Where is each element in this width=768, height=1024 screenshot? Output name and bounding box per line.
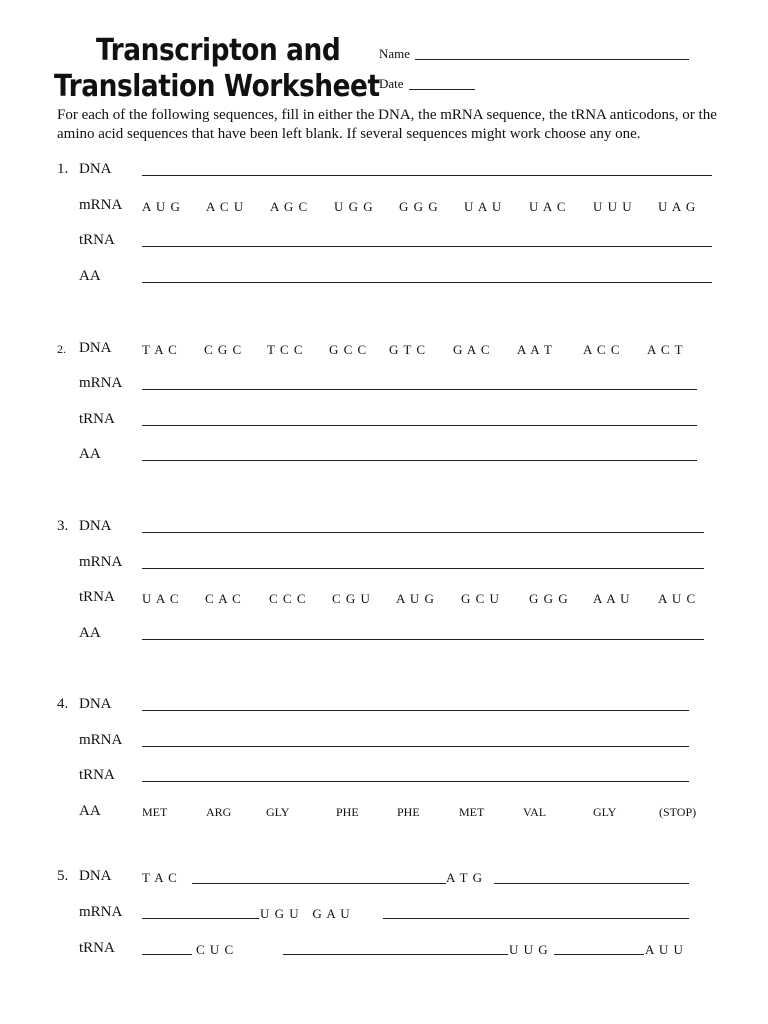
mrna-codon: G G G xyxy=(399,199,439,214)
trna-codon: A U C xyxy=(658,591,697,606)
aa-label: AA xyxy=(79,803,101,819)
dna-answer-line[interactable] xyxy=(142,175,712,176)
amino-acid: PHE xyxy=(397,805,420,819)
name-label: Name xyxy=(379,46,411,61)
instructions: For each of the following sequences, fill in either the DNA, the mRNA sequence, the tRNA anticodons, or the amino acid sequences that have been left blank. If several sequences might work choose any one. xyxy=(57,107,717,142)
problem-number: 2. xyxy=(57,342,66,356)
amino-acid: (STOP) xyxy=(659,805,697,819)
trna-codon: C A C xyxy=(205,591,242,606)
dna-codon: T C C xyxy=(267,342,304,357)
trna-codon: U A C xyxy=(142,591,180,606)
trna-label: tRNA xyxy=(79,767,115,783)
trna-answer-line[interactable] xyxy=(142,246,712,247)
trna-codon: A A U xyxy=(593,591,631,606)
trna-codon: A U U xyxy=(645,942,684,957)
aa-label: AA xyxy=(79,625,101,641)
trna-label: tRNA xyxy=(79,232,115,248)
problem-number: 5. xyxy=(57,868,69,884)
mrna-codon: U U U xyxy=(593,199,633,214)
amino-acid: ARG xyxy=(206,805,232,819)
aa-answer-line[interactable] xyxy=(142,639,704,640)
mrna-label: mRNA xyxy=(79,375,123,391)
trna-codon: C U C xyxy=(196,942,235,957)
amino-acid: GLY xyxy=(266,805,290,819)
mrna-codons: U G U G A U xyxy=(260,906,351,921)
trna-codon: G C U xyxy=(461,591,500,606)
aa-answer-line[interactable] xyxy=(142,460,697,461)
amino-acid: MET xyxy=(459,805,485,819)
mrna-answer-line[interactable] xyxy=(383,918,689,919)
aa-label: AA xyxy=(79,268,101,284)
aa-label: AA xyxy=(79,446,101,462)
dna-answer-line[interactable] xyxy=(494,883,689,884)
mrna-answer-line[interactable] xyxy=(142,918,259,919)
trna-answer-line[interactable] xyxy=(142,781,689,782)
dna-codon: A C C xyxy=(583,342,621,357)
dna-codon: A A T xyxy=(517,342,553,357)
mrna-label: mRNA xyxy=(79,197,123,213)
trna-answer-line[interactable] xyxy=(283,954,508,955)
amino-acid: GLY xyxy=(593,805,617,819)
dna-codon: G A C xyxy=(453,342,491,357)
trna-label: tRNA xyxy=(79,940,115,956)
trna-answer-line[interactable] xyxy=(142,954,192,955)
mrna-codon: U G G xyxy=(334,199,374,214)
mrna-codon: U A G xyxy=(658,199,697,214)
dna-codon: G C C xyxy=(329,342,368,357)
mrna-codon: U A C xyxy=(529,199,567,214)
dna-answer-line[interactable] xyxy=(192,883,446,884)
dna-codon: T A C xyxy=(142,870,178,885)
mrna-answer-line[interactable] xyxy=(142,746,689,747)
trna-codon: U U G xyxy=(509,942,549,957)
mrna-codon: A G C xyxy=(270,199,309,214)
dna-label: DNA xyxy=(79,868,112,884)
amino-acid: VAL xyxy=(523,805,547,819)
problem-number: 1. xyxy=(57,161,69,177)
dna-codon: A C T xyxy=(647,342,684,357)
date-label: Date xyxy=(379,76,404,91)
amino-acid: PHE xyxy=(336,805,359,819)
mrna-answer-line[interactable] xyxy=(142,389,697,390)
trna-label: tRNA xyxy=(79,411,115,427)
dna-label: DNA xyxy=(79,518,112,534)
dna-label: DNA xyxy=(79,696,112,712)
problem-number: 4. xyxy=(57,696,69,712)
trna-codon: C G U xyxy=(332,591,371,606)
dna-answer-line[interactable] xyxy=(142,532,704,533)
worksheet-title-line2: Translation Worksheet xyxy=(54,69,380,104)
trna-codon: C C C xyxy=(269,591,307,606)
worksheet-title-line1: Transcripton and xyxy=(96,33,341,68)
mrna-codon: A U G xyxy=(142,199,181,214)
dna-codon: G T C xyxy=(389,342,427,357)
trna-answer-line[interactable] xyxy=(142,425,697,426)
mrna-codon: A C U xyxy=(206,199,245,214)
trna-label: tRNA xyxy=(79,589,115,605)
aa-answer-line[interactable] xyxy=(142,282,712,283)
mrna-label: mRNA xyxy=(79,904,123,920)
dna-codon: A T G xyxy=(446,870,484,885)
name-field[interactable] xyxy=(415,59,689,60)
amino-acid: MET xyxy=(142,805,168,819)
mrna-codon: U A U xyxy=(464,199,503,214)
mrna-answer-line[interactable] xyxy=(142,568,704,569)
date-field[interactable] xyxy=(409,89,475,90)
mrna-label: mRNA xyxy=(79,554,123,570)
dna-codon: C G C xyxy=(204,342,243,357)
mrna-label: mRNA xyxy=(79,732,123,748)
dna-codon: T A C xyxy=(142,342,178,357)
dna-label: DNA xyxy=(79,161,112,177)
trna-codon: A U G xyxy=(396,591,435,606)
dna-answer-line[interactable] xyxy=(142,710,689,711)
trna-codon: G G G xyxy=(529,591,569,606)
problem-number: 3. xyxy=(57,518,69,534)
trna-answer-line[interactable] xyxy=(554,954,644,955)
dna-label: DNA xyxy=(79,340,112,356)
